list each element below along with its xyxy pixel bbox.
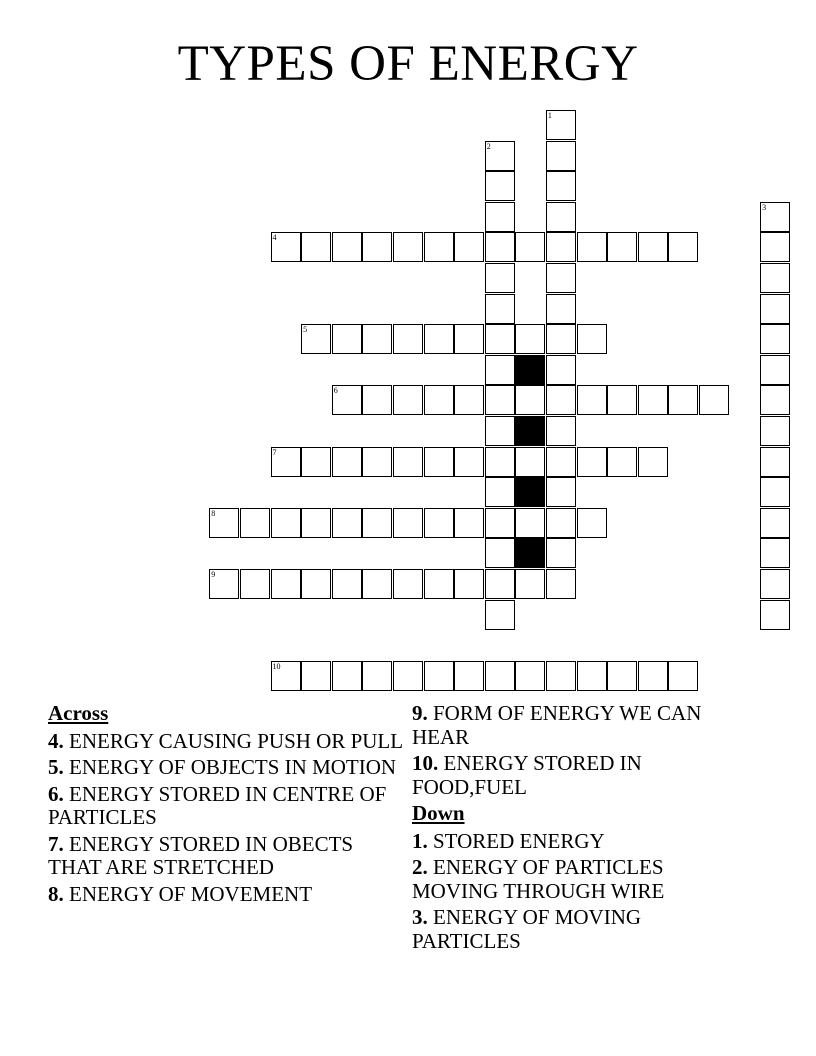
grid-cell[interactable] <box>485 141 515 171</box>
grid-cell[interactable] <box>362 661 392 691</box>
grid-cell[interactable] <box>393 232 423 262</box>
grid-cell[interactable] <box>393 661 423 691</box>
cell-number: 8 <box>211 508 216 518</box>
clue-across-7 <box>48 833 408 880</box>
grid-cell[interactable] <box>668 232 698 262</box>
grid-cell[interactable] <box>424 508 454 538</box>
clue-text: FORM OF ENERGY WE CAN HEAR <box>412 701 702 749</box>
grid-cell[interactable] <box>546 141 576 171</box>
across-heading: Across <box>48 701 109 725</box>
grid-cell[interactable] <box>485 661 515 691</box>
clue-number: 2. <box>412 855 428 879</box>
clue-text: ENERGY STORED IN FOOD,FUEL <box>412 751 642 799</box>
grid-cell[interactable] <box>577 447 607 477</box>
grid-cell[interactable] <box>546 202 576 232</box>
grid-cell[interactable] <box>760 538 790 568</box>
grid-cell[interactable] <box>546 508 576 538</box>
cell-number: 3 <box>762 202 767 212</box>
grid-cell[interactable] <box>301 508 331 538</box>
grid-cell[interactable] <box>577 324 607 354</box>
grid-cell[interactable] <box>546 355 576 385</box>
puzzle-title: TYPES OF ENERGY <box>177 36 639 92</box>
grid-block-cell <box>515 355 545 385</box>
grid-cell[interactable] <box>760 569 790 599</box>
grid-cell[interactable] <box>515 569 545 599</box>
grid-cell[interactable] <box>362 447 392 477</box>
clue-across-9 <box>412 702 742 749</box>
clue-number: 3. <box>412 905 428 929</box>
grid-cell[interactable] <box>485 355 515 385</box>
grid-cell[interactable] <box>515 385 545 415</box>
grid-cell[interactable] <box>577 508 607 538</box>
grid-cell[interactable] <box>485 202 515 232</box>
grid-block-cell <box>515 416 545 446</box>
clue-across-10 <box>412 752 742 799</box>
clue-across-8 <box>48 883 408 907</box>
grid-cell[interactable] <box>668 385 698 415</box>
clue-across-4 <box>48 730 408 754</box>
grid-cell[interactable] <box>301 232 331 262</box>
grid-cell[interactable] <box>301 324 331 354</box>
grid-cell[interactable] <box>332 569 362 599</box>
grid-cell[interactable] <box>546 661 576 691</box>
grid-cell[interactable] <box>760 416 790 446</box>
grid-cell[interactable] <box>209 569 239 599</box>
grid-cell[interactable] <box>760 202 790 232</box>
grid-cell[interactable] <box>577 385 607 415</box>
grid-cell[interactable] <box>485 171 515 201</box>
grid-cell[interactable] <box>577 232 607 262</box>
clue-number: 4. <box>48 728 64 753</box>
grid-cell[interactable] <box>485 385 515 415</box>
grid-cell[interactable] <box>209 508 239 538</box>
grid-cell[interactable] <box>301 661 331 691</box>
grid-cell[interactable] <box>485 294 515 324</box>
grid-cell[interactable] <box>485 600 515 630</box>
grid-cell[interactable] <box>760 294 790 324</box>
grid-cell[interactable] <box>546 263 576 293</box>
grid-cell[interactable] <box>638 661 668 691</box>
clue-text: ENERGY CAUSING PUSH OR PULL <box>69 728 404 753</box>
clue-across-6 <box>48 783 408 830</box>
clue-number: 7. <box>48 831 64 856</box>
grid-cell[interactable] <box>485 569 515 599</box>
grid-cell[interactable] <box>393 385 423 415</box>
grid-cell[interactable] <box>760 232 790 262</box>
grid-cell[interactable] <box>607 447 637 477</box>
grid-cell[interactable] <box>760 355 790 385</box>
grid-cell[interactable] <box>515 447 545 477</box>
grid-cell[interactable] <box>332 661 362 691</box>
grid-cell[interactable] <box>546 171 576 201</box>
grid-cell[interactable] <box>332 447 362 477</box>
grid-cell[interactable] <box>485 416 515 446</box>
grid-cell[interactable] <box>760 385 790 415</box>
grid-cell[interactable] <box>515 661 545 691</box>
grid-cell[interactable] <box>638 385 668 415</box>
grid-cell[interactable] <box>332 385 362 415</box>
grid-cell[interactable] <box>668 661 698 691</box>
down-heading: Down <box>412 801 465 825</box>
cell-number: 2 <box>486 141 491 151</box>
clue-text: ENERGY OF PARTICLES MOVING THROUGH WIRE <box>412 855 665 903</box>
clue-number: 5. <box>48 755 64 779</box>
clue-text: ENERGY OF MOVEMENT <box>69 881 313 906</box>
grid-cell[interactable] <box>638 232 668 262</box>
clue-text: ENERGY STORED IN CENTRE OF PARTICLES <box>48 781 387 829</box>
grid-cell[interactable] <box>515 508 545 538</box>
grid-cell[interactable] <box>546 569 576 599</box>
grid-cell[interactable] <box>546 538 576 568</box>
clue-text: ENERGY OF MOVING PARTICLES <box>412 905 642 953</box>
grid-cell[interactable] <box>546 447 576 477</box>
grid-cell[interactable] <box>546 477 576 507</box>
grid-cell[interactable] <box>301 447 331 477</box>
grid-cell[interactable] <box>454 661 484 691</box>
grid-cell[interactable] <box>240 508 270 538</box>
grid-cell[interactable] <box>607 661 637 691</box>
clue-across-5 <box>48 756 408 780</box>
clue-number: 10. <box>412 751 439 775</box>
grid-cell[interactable] <box>240 569 270 599</box>
grid-cell[interactable] <box>454 232 484 262</box>
grid-cell[interactable] <box>485 263 515 293</box>
grid-cell[interactable] <box>362 508 392 538</box>
grid-cell[interactable] <box>271 569 301 599</box>
clue-text: ENERGY OF OBJECTS IN MOTION <box>69 755 397 779</box>
grid-cell[interactable] <box>332 508 362 538</box>
cell-number: 5 <box>303 325 308 335</box>
grid-cell[interactable] <box>424 385 454 415</box>
grid-cell[interactable] <box>454 385 484 415</box>
grid-cell[interactable] <box>424 661 454 691</box>
grid-block-cell <box>515 538 545 568</box>
grid-cell[interactable] <box>485 477 515 507</box>
cell-number: 10 <box>272 661 281 671</box>
grid-cell[interactable] <box>515 324 545 354</box>
grid-cell[interactable] <box>485 538 515 568</box>
grid-cell[interactable] <box>546 324 576 354</box>
grid-cell[interactable] <box>424 324 454 354</box>
clues-column-right <box>412 702 742 956</box>
grid-cell[interactable] <box>393 569 423 599</box>
grid-cell[interactable] <box>424 232 454 262</box>
grid-cell[interactable] <box>546 385 576 415</box>
cell-number: 7 <box>272 447 277 457</box>
grid-cell[interactable] <box>301 569 331 599</box>
grid-block-cell <box>515 477 545 507</box>
grid-cell[interactable] <box>362 324 392 354</box>
grid-cell[interactable] <box>607 232 637 262</box>
grid-cell[interactable] <box>638 447 668 477</box>
clue-down-3 <box>412 906 742 953</box>
grid-cell[interactable] <box>577 661 607 691</box>
cell-number: 4 <box>272 233 277 243</box>
grid-cell[interactable] <box>607 385 637 415</box>
grid-cell[interactable] <box>332 232 362 262</box>
grid-cell[interactable] <box>546 416 576 446</box>
cell-number: 9 <box>211 570 216 579</box>
cell-number: 1 <box>547 111 552 120</box>
grid-cell[interactable] <box>271 661 301 691</box>
grid-cell[interactable] <box>760 324 790 354</box>
clues-column-left <box>48 702 408 909</box>
grid-cell[interactable] <box>271 232 301 262</box>
grid-cell[interactable] <box>546 294 576 324</box>
clue-down-1 <box>412 830 742 854</box>
grid-cell[interactable] <box>362 232 392 262</box>
grid-cell[interactable] <box>699 385 729 415</box>
grid-cell[interactable] <box>546 110 576 140</box>
grid-cell[interactable] <box>760 508 790 538</box>
cell-number: 6 <box>333 386 338 396</box>
clue-number: 1. <box>412 828 428 853</box>
grid-cell[interactable] <box>362 569 392 599</box>
clue-down-2 <box>412 856 742 903</box>
clue-number: 9. <box>412 701 428 725</box>
grid-cell[interactable] <box>485 508 515 538</box>
grid-cell[interactable] <box>332 324 362 354</box>
grid-cell[interactable] <box>424 447 454 477</box>
grid-cell[interactable] <box>454 569 484 599</box>
clue-number: 6. <box>48 781 64 806</box>
grid-cell[interactable] <box>271 447 301 477</box>
grid-cell[interactable] <box>271 508 301 538</box>
grid-cell[interactable] <box>515 232 545 262</box>
grid-cell[interactable] <box>424 569 454 599</box>
grid-cell[interactable] <box>760 447 790 477</box>
grid-cell[interactable] <box>546 232 576 262</box>
grid-cell[interactable] <box>393 324 423 354</box>
grid-cell[interactable] <box>362 385 392 415</box>
grid-cell[interactable] <box>454 447 484 477</box>
grid-cell[interactable] <box>485 232 515 262</box>
grid-cell[interactable] <box>760 600 790 630</box>
clue-number: 8. <box>48 881 64 906</box>
grid-cell[interactable] <box>760 477 790 507</box>
grid-cell[interactable] <box>393 508 423 538</box>
clue-text: ENERGY STORED IN OBECTS THAT ARE STRETCHED <box>48 831 354 879</box>
grid-cell[interactable] <box>454 508 484 538</box>
grid-cell[interactable] <box>485 447 515 477</box>
grid-cell[interactable] <box>485 324 515 354</box>
clue-text: STORED ENERGY <box>433 828 605 853</box>
grid-cell[interactable] <box>760 263 790 293</box>
grid-cell[interactable] <box>393 447 423 477</box>
grid-cell[interactable] <box>454 324 484 354</box>
